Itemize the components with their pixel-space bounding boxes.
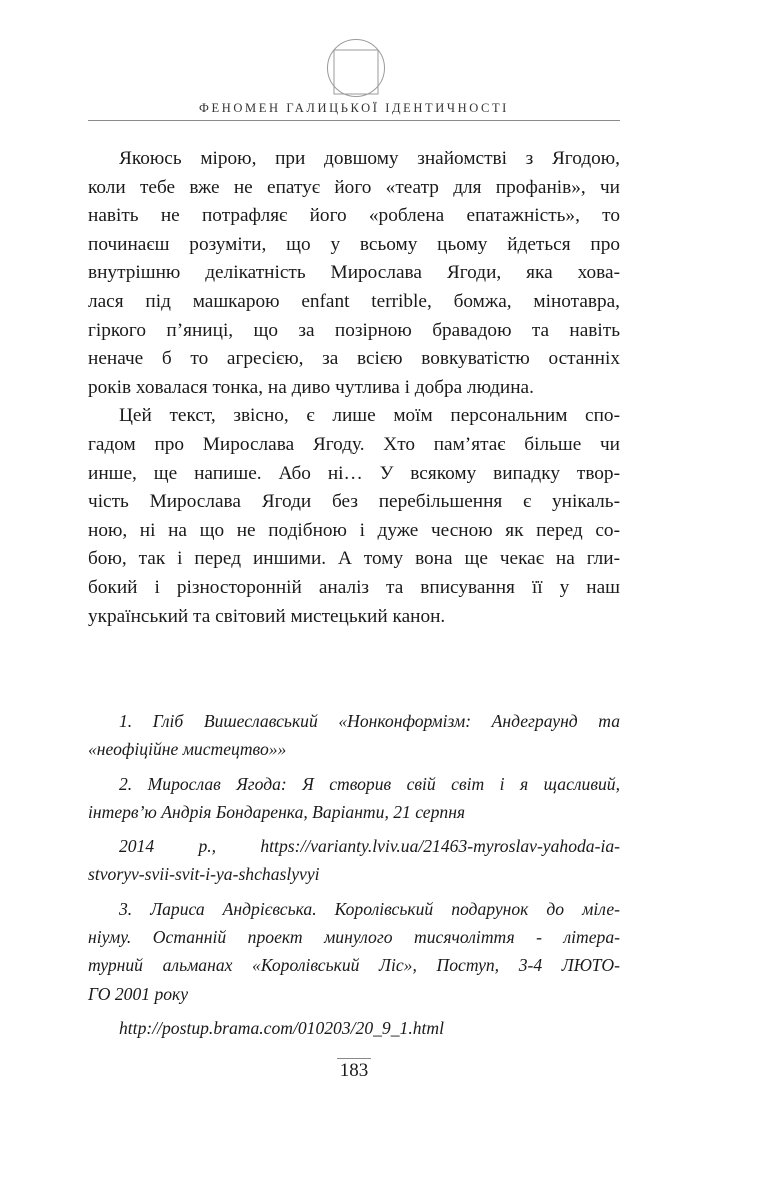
text-line: неначе б то агресією, за всією вовкуватістю останніх bbox=[88, 348, 620, 370]
paragraph bbox=[88, 402, 620, 631]
text-line: чість Мирослава Ягоди без перебільшення є унікаль- bbox=[88, 491, 620, 513]
text-line: навіть не потрафляє його «роблена епатажність», то bbox=[88, 205, 620, 227]
text-line: коли тебе вже не епатує його «театр для профанів», чи bbox=[88, 176, 620, 198]
text-line: ною, ні на що не подібною і дуже чесною як перед со- bbox=[88, 519, 620, 541]
text-line: Якоюсь мірою, при довшому знайомстві з Ягодою, bbox=[119, 148, 620, 169]
footnote-line: stvoryv-svii-svit-i-ya-shchaslyvyi bbox=[88, 864, 320, 885]
footnote bbox=[88, 895, 620, 1008]
footnote-line: ніуму. Останній проект минулого тисячоліття - літера- bbox=[88, 927, 620, 948]
page-number: 183 bbox=[339, 1060, 369, 1081]
footnote bbox=[88, 707, 620, 764]
footnote-line: «неофіційне мистецтво»» bbox=[88, 739, 287, 760]
text-line: внутрішню делікатність Мирослава Ягоди, яка хова- bbox=[88, 262, 620, 284]
footnote bbox=[88, 770, 620, 827]
text-line: Цей текст, звісно, є лише моїм персональним спо- bbox=[119, 405, 620, 427]
footnote-line: турний альманах «Королівський Ліс», Поступ, 3-4 ЛЮТО- bbox=[88, 955, 620, 976]
footnote-link[interactable]: http://postup.brama.com/010203/20_9_1.html bbox=[119, 1017, 444, 1038]
circle-square-emblem-icon bbox=[326, 38, 386, 98]
body-text bbox=[88, 145, 620, 631]
text-line: инше, ще напише. Або ні… У всякому випадку твор- bbox=[88, 462, 620, 484]
footnote-line: 1. Гліб Вишеславський «Нонконформізм: Андеграунд та bbox=[119, 711, 620, 731]
footnotes bbox=[88, 707, 620, 1048]
running-head: ФЕНОМЕН ГАЛИЦЬКОЇ ІДЕНТИЧНОСТІ bbox=[199, 101, 509, 115]
text-line: років ховалася тонка, на диво чутлива і добра людина. bbox=[88, 376, 534, 398]
text-line: бокий і різносторонній аналіз та вписування її у наш bbox=[88, 576, 620, 598]
footnote-line: 2. Мирослав Ягода: Я створив свій світ і я щасливий, bbox=[119, 773, 620, 794]
paragraph bbox=[88, 145, 620, 402]
text-line: український та світовий мистецький канон. bbox=[88, 605, 446, 627]
footnote bbox=[88, 1014, 620, 1042]
text-line: починаєш розуміти, що у всьому цьому йдеться про bbox=[88, 233, 620, 255]
footnote bbox=[88, 832, 620, 889]
text-line: гіркого п’яниці, що за позірною бравадою та навіть bbox=[88, 319, 620, 341]
text-line: бою, так і перед иншими. А тому вона ще чекає на гли- bbox=[88, 548, 620, 570]
header-divider bbox=[88, 120, 620, 121]
footnote-line: ГО 2001 року bbox=[88, 983, 189, 1004]
footnote-line: 3. Лариса Андрієвська. Королівський подарунок до міле- bbox=[119, 898, 620, 919]
page-number-divider bbox=[337, 1058, 371, 1059]
text-line: гадом про Мирослава Ягоду. Хто пам’ятає більше чи bbox=[88, 433, 620, 455]
text-line: лася під машкарою enfant terrible, бомжа, мінотавра, bbox=[88, 290, 620, 312]
footnote-line: інтерв’ю Андрія Бондаренка, Варіанти, 21 серпня bbox=[88, 801, 466, 822]
footnote-line: 2014 р., https://varianty.lviv.ua/21463-myroslav-yahoda-ia- bbox=[119, 836, 620, 857]
